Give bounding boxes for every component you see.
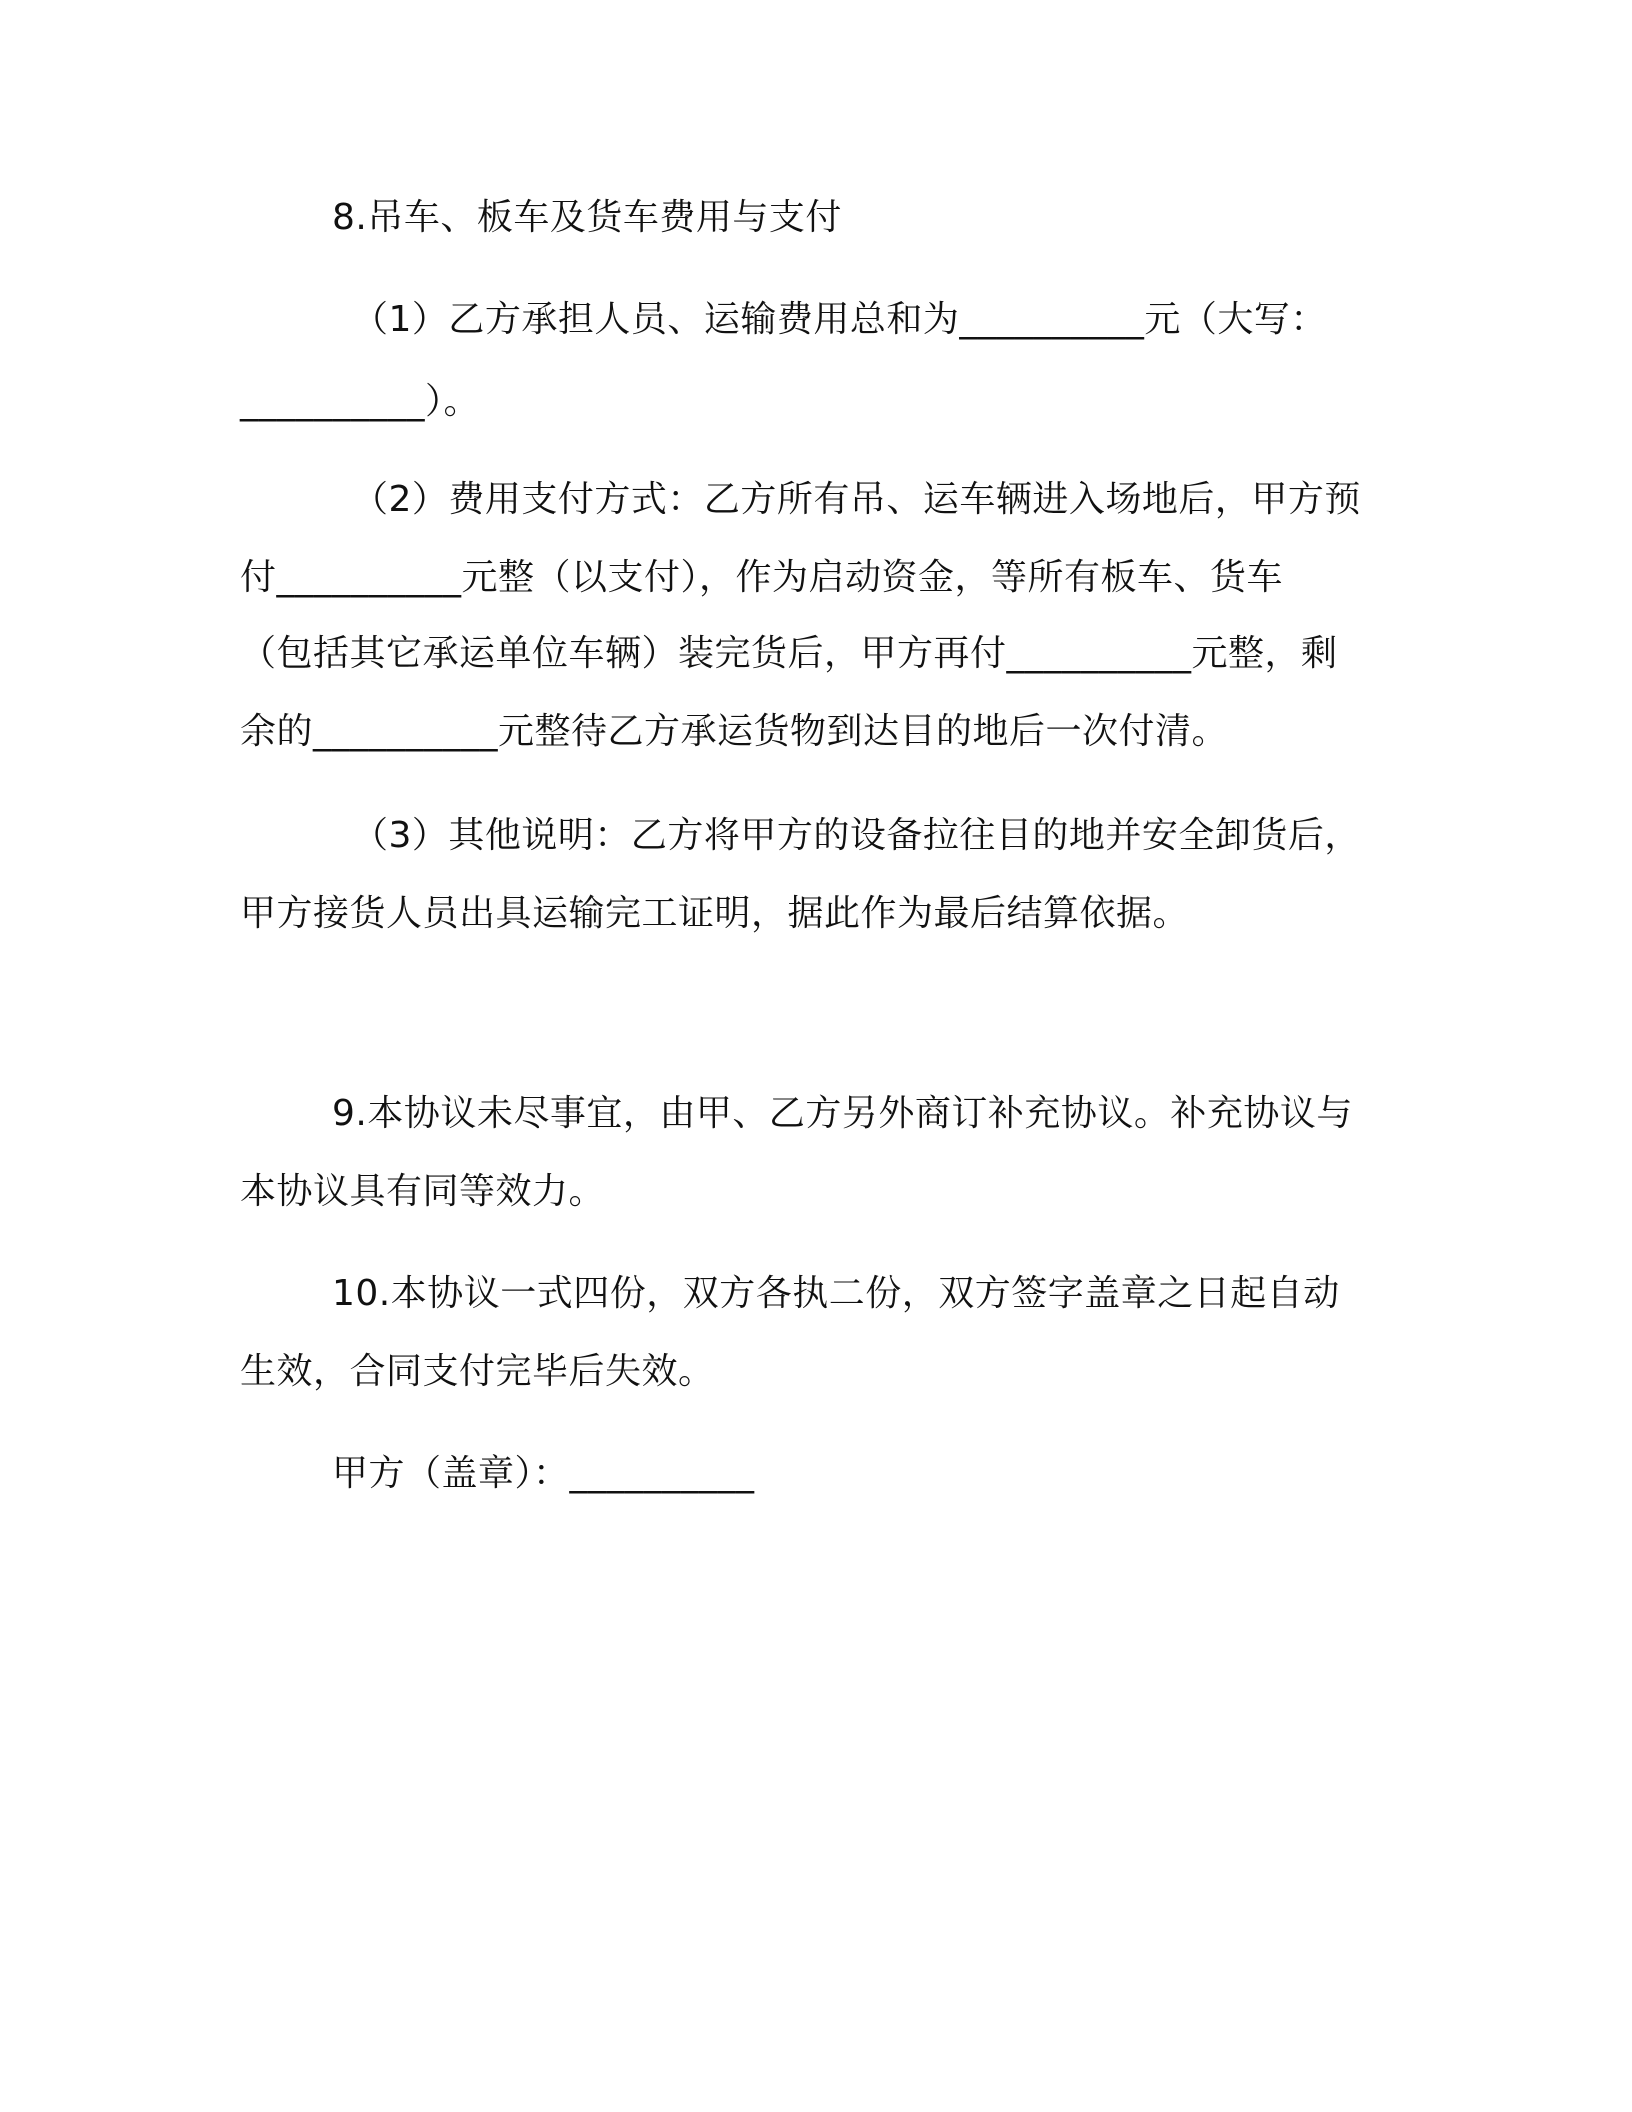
section-8-item-1-line-1: （1）乙方承担人员、运输费用总和为__________元（大写： [352,299,1327,340]
section-10-line-2: 生效，合同支付完毕后失效。 [240,1351,715,1392]
section-8-item-2-line-2: 付__________元整（以支付），作为启动资金，等所有板车、货车 [240,557,1284,598]
section-9-line-2: 本协议具有同等效力。 [240,1171,606,1212]
section-8-heading: 8.吊车、板车及货车费用与支付 [332,197,842,238]
section-8-item-3-line-2: 甲方接货人员出具运输完工证明，据此作为最后结算依据。 [240,893,1190,934]
section-8-item-3-line-1: （3）其他说明：乙方将甲方的设备拉往目的地并安全卸货后， [352,815,1361,856]
section-8-item-1-line-2: __________）。 [240,381,481,422]
section-8-item-2-line-1: （2）费用支付方式：乙方所有吊、运车辆进入场地后，甲方预 [352,479,1361,520]
section-10-line-1: 10.本协议一式四份，双方各执二份，双方签字盖章之日起自动 [332,1273,1340,1314]
section-9-line-1: 9.本协议未尽事宜，由甲、乙方另外商订补充协议。补充协议与 [332,1093,1353,1134]
party-a-signature-line: 甲方（盖章）：__________ [332,1453,755,1494]
section-8-item-2-line-3: （包括其它承运单位车辆）装完货后，甲方再付__________元整，剩 [240,633,1338,674]
section-8-item-2-line-4: 余的__________元整待乙方承运货物到达目的地后一次付清。 [240,711,1229,752]
